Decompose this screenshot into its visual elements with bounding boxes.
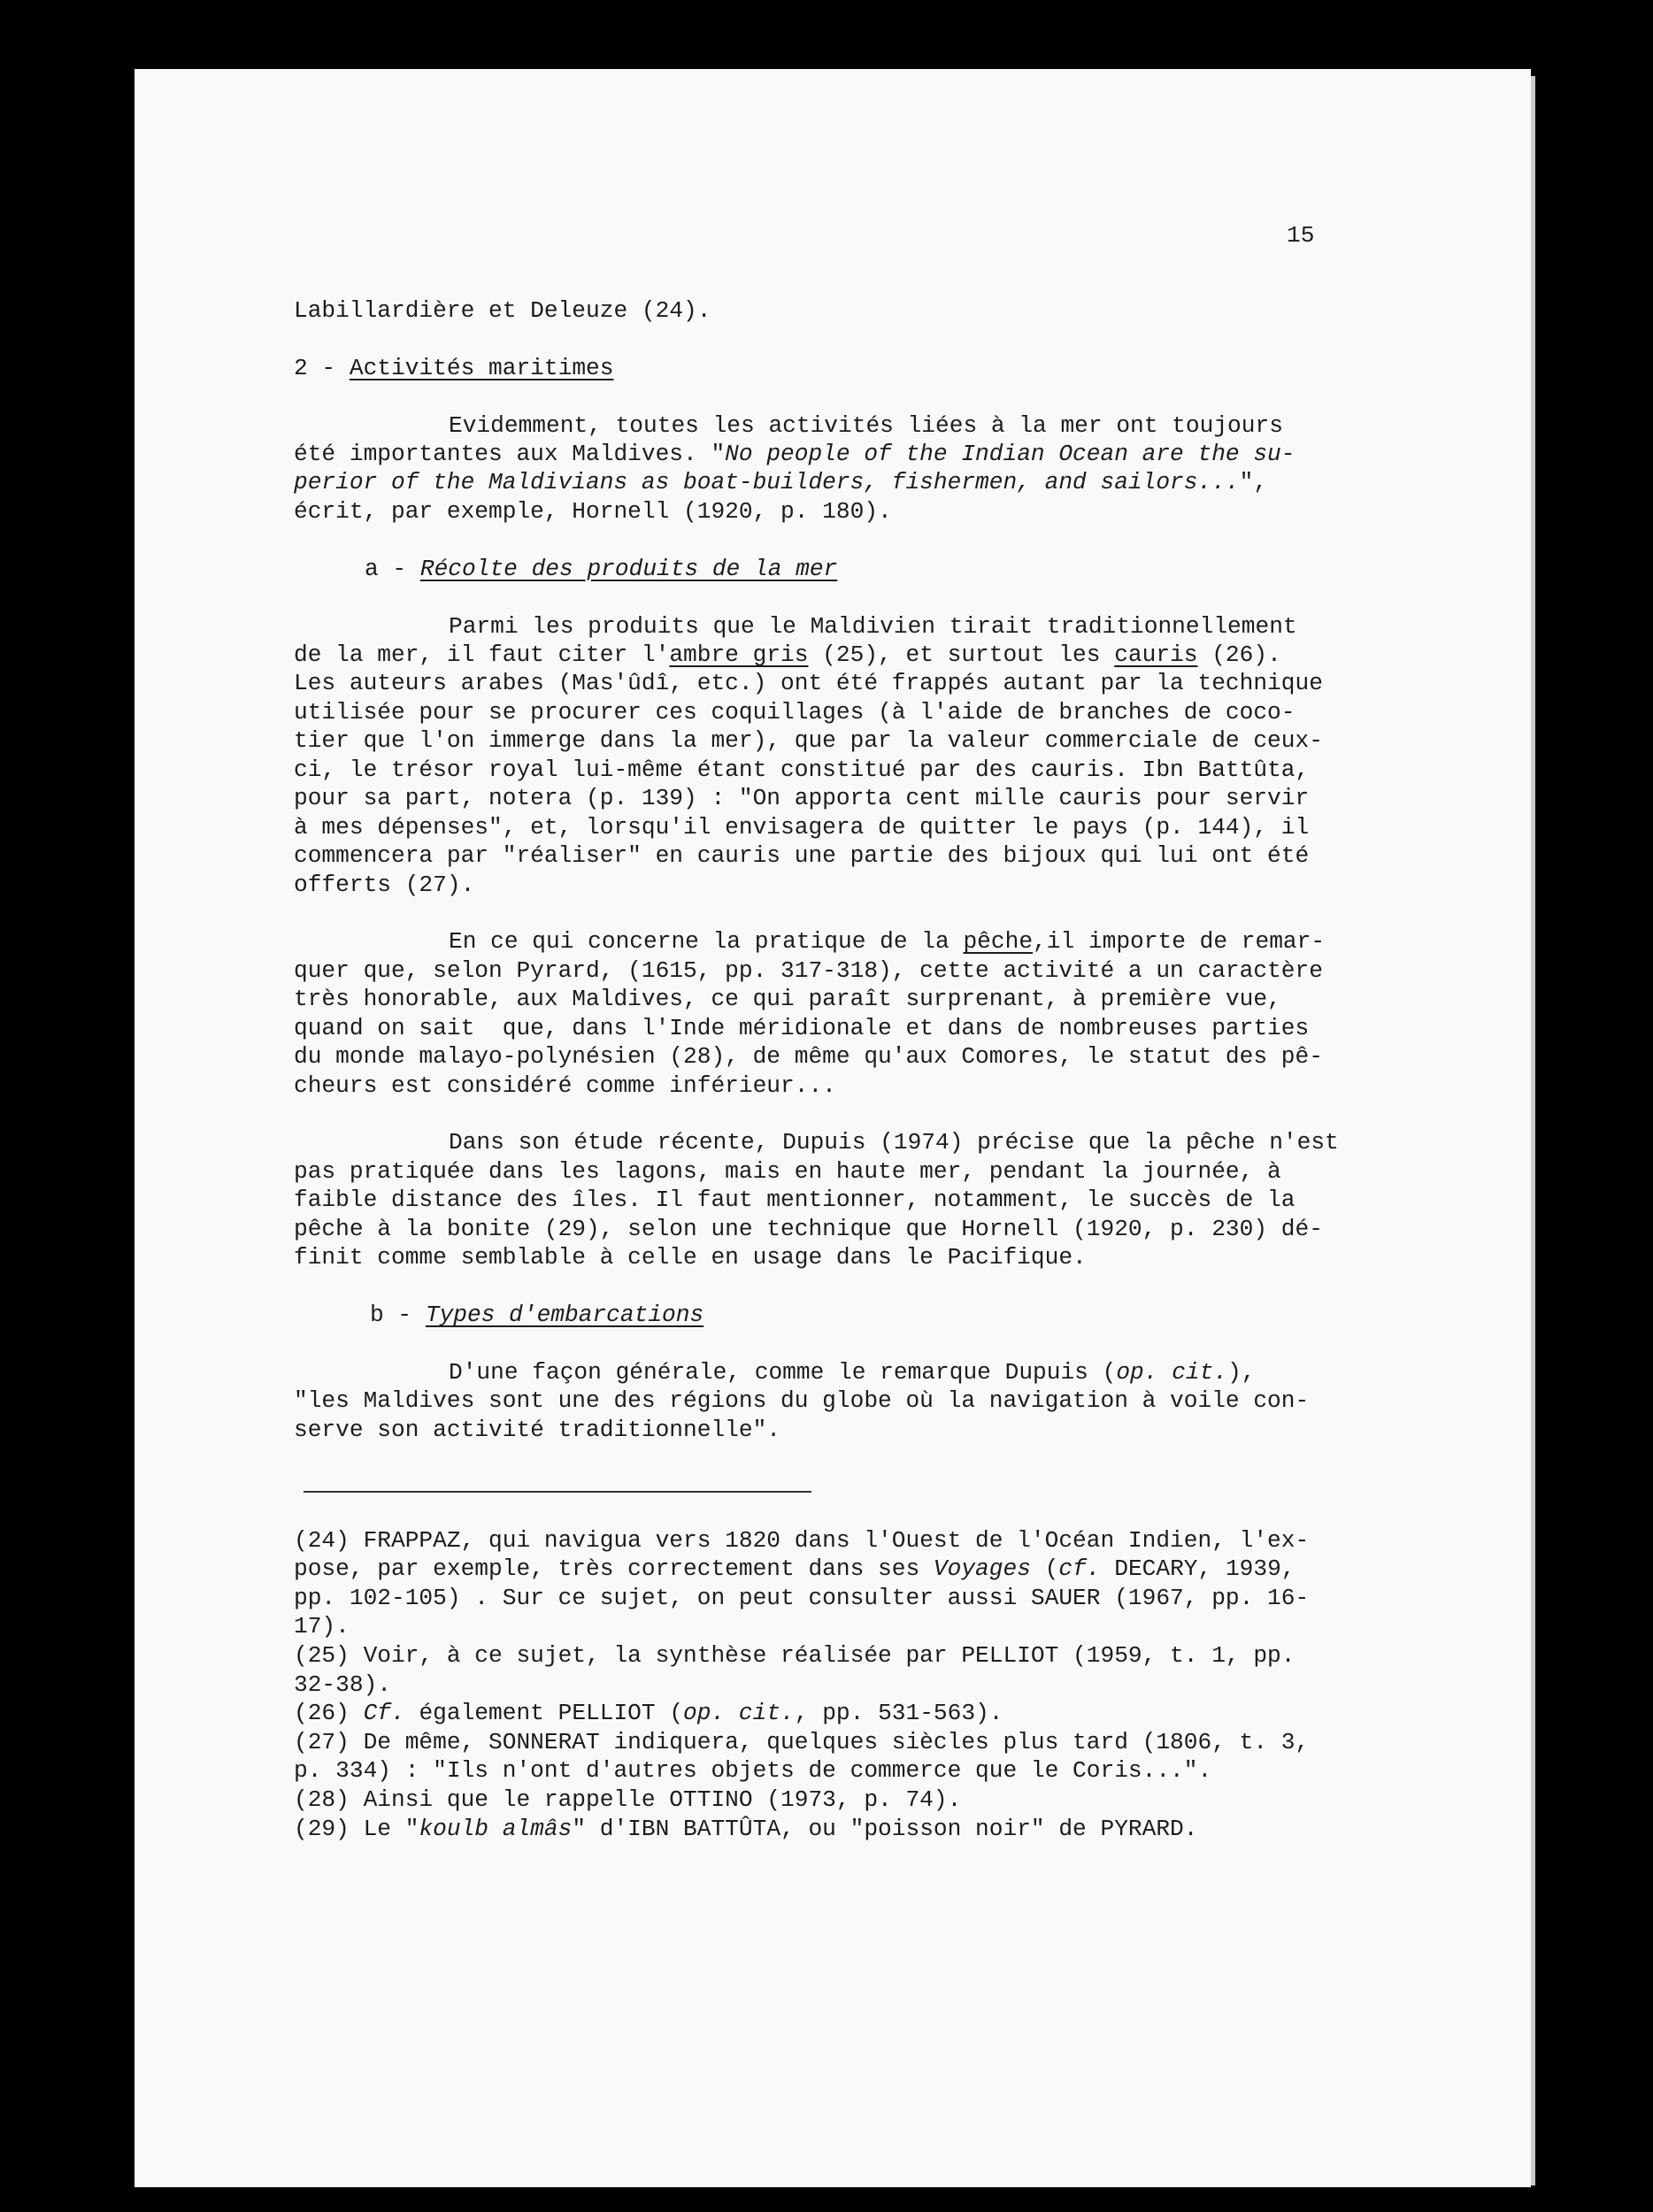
text-segment: En ce qui concerne la pratique de la xyxy=(449,928,964,956)
text-segment: (29) Le " xyxy=(294,1815,419,1842)
paragraph-line: Parmi les produits que le Maldivien tirait traditionnellement xyxy=(449,612,1297,640)
text-segment: ), xyxy=(1227,1358,1256,1386)
footnote-line xyxy=(294,1555,1480,1584)
paragraph-line: quand on sait que, dans l'Inde méridionale et dans de nombreuses parties xyxy=(294,1014,1310,1041)
italic-segment: op. cit. xyxy=(683,1700,795,1727)
text-segment: , pp. 531-563). xyxy=(794,1700,1003,1727)
text-segment: ", xyxy=(1239,469,1268,496)
italic-segment: Voyages xyxy=(933,1555,1031,1583)
footnote-separator xyxy=(304,1491,811,1493)
paragraph-line: cheurs est considéré comme inférieur... xyxy=(294,1071,836,1099)
footnote-line: (28) Ainsi que le rappelle OTTINO (1973, p. 74). xyxy=(294,1786,962,1814)
paragraph-line: Evidemment, toutes les activités liées à la mer ont toujours xyxy=(449,411,1283,439)
paragraph-line: Les auteurs arabes (Mas'ûdî, etc.) ont été frappés autant par la technique xyxy=(294,670,1323,697)
paragraph-line: ci, le trésor royal lui-même étant constitué par des cauris. Ibn Battûta, xyxy=(294,756,1310,783)
paragraph-line: faible distance des îles. Il faut mentionner, notamment, le succès de la xyxy=(294,1187,1295,1214)
paragraph-line xyxy=(294,641,1480,669)
blank-line xyxy=(294,583,1480,611)
underlined-term: pêche xyxy=(963,928,1034,956)
text-segment: également PELLIOT ( xyxy=(404,1700,684,1727)
paragraph-line: pas pratiquée dans les lagons, mais en haute mer, pendant la journée, à xyxy=(294,1157,1281,1185)
italic-segment: koulb almâs xyxy=(419,1815,573,1842)
underlined-term: cauris xyxy=(1114,641,1198,669)
text-segment: (26). xyxy=(1197,641,1281,669)
quotation-segment: No people of the Indian Ocean are the su- xyxy=(725,440,1295,467)
underlined-term: ambre gris xyxy=(669,641,809,669)
paragraph-line: pour sa part, notera (p. 139) : "On apporta cent mille cauris pour servir xyxy=(294,785,1310,812)
paragraph-line: très honorable, aux Maldives, ce qui paraît surprenant, à première vue, xyxy=(294,986,1281,1013)
paragraph-line: pêche à la bonite (29), selon une technique que Hornell (1920, p. 230) dé- xyxy=(294,1215,1323,1242)
subheading-b xyxy=(294,1301,1480,1329)
footnote-line: (25) Voir, à ce sujet, la synthèse réalisée par PELLIOT (1959, t. 1, pp. xyxy=(294,1642,1295,1670)
paragraph-line: commencera par "réaliser" en cauris une partie des bijoux qui lui ont été xyxy=(294,842,1310,870)
footnote-line: (24) FRAPPAZ, qui navigua vers 1820 dans l'Ouest de l'Océan Indien, l'ex- xyxy=(294,1526,1310,1554)
subheading-marker: b - xyxy=(370,1302,426,1329)
footnote-line: 32-38). xyxy=(294,1671,392,1698)
italic-segment: Cf. xyxy=(363,1700,405,1727)
blank-line xyxy=(294,526,1480,554)
section-heading xyxy=(294,354,1480,382)
paragraph-line: Dans son étude récente, Dupuis (1974) précise que la pêche n'est xyxy=(449,1129,1339,1156)
section-title: Activités maritimes xyxy=(349,354,614,381)
blank-line xyxy=(294,382,1480,411)
subheading-marker: a - xyxy=(365,555,420,582)
subheading-a xyxy=(294,555,1480,583)
text-segment: ( xyxy=(1030,1555,1059,1583)
intro-line: Labillardière et Deleuze (24). xyxy=(294,296,711,324)
text-segment: D'une façon générale, comme le remarque Dupuis ( xyxy=(449,1358,1117,1386)
paragraph-line: finit comme semblable à celle en usage dans le Pacifique. xyxy=(294,1244,1087,1271)
blank-line xyxy=(294,1330,1480,1358)
italic-segment: op. cit. xyxy=(1116,1358,1228,1386)
footnote-line: 17). xyxy=(294,1613,350,1640)
paragraph-line: "les Maldives sont une des régions du globe où la navigation à voile con- xyxy=(294,1387,1310,1415)
paragraph-line: utilisée pour se procurer ces coquillages (à l'aide de branches de coco- xyxy=(294,698,1295,726)
paragraph-line xyxy=(294,927,1480,956)
blank-line xyxy=(294,899,1480,927)
quotation-segment: perior of the Maldivians as boat-builders, fishermen, and sailors... xyxy=(294,469,1240,496)
paragraph-line: offerts (27). xyxy=(294,871,475,898)
section-marker: 2 - xyxy=(294,354,350,381)
blank-line xyxy=(294,1272,1480,1301)
text-segment: " d'IBN BATTÛTA, ou "poisson noir" de PYRARD. xyxy=(572,1815,1198,1842)
page-number: 15 xyxy=(1287,222,1315,249)
italic-segment: cf. xyxy=(1058,1555,1101,1583)
paragraph-line: du monde malayo-polynésien (28), de même qu'aux Comores, le statut des pê- xyxy=(294,1043,1323,1071)
subheading-title: Types d'embarcations xyxy=(425,1302,704,1329)
text-segment: DECARY, 1939, xyxy=(1100,1555,1295,1583)
text-segment: de la mer, il faut citer l' xyxy=(294,641,670,669)
paragraph-line xyxy=(294,1358,1480,1386)
blank-line xyxy=(294,325,1480,353)
body-text xyxy=(294,296,1480,1445)
subheading-title: Récolte des produits de la mer xyxy=(419,555,838,582)
text-segment: (26) xyxy=(294,1700,364,1727)
paragraph-line: quer que, selon Pyrard, (1615, pp. 317-318), cette activité a un caractère xyxy=(294,956,1323,984)
text-segment: (25), et surtout les xyxy=(808,641,1115,669)
footnote-line: p. 334) : "Ils n'ont d'autres objets de commerce que le Coris...". xyxy=(294,1757,1212,1785)
page-edge xyxy=(1531,76,1535,2185)
paragraph-line: tier que l'on immerge dans la mer), que par la valeur commerciale de ceux- xyxy=(294,727,1323,755)
paragraph-line xyxy=(294,440,1480,468)
footnote-line: (27) De même, SONNERAT indiquera, quelques siècles plus tard (1806, t. 3, xyxy=(294,1728,1310,1755)
blank-line xyxy=(294,1100,1480,1128)
footnotes xyxy=(294,1526,1480,1844)
paragraph-line: écrit, par exemple, Hornell (1920, p. 180). xyxy=(294,497,892,525)
text-segment: été importantes aux Maldives. " xyxy=(294,440,726,467)
paragraph-line xyxy=(294,468,1480,496)
text-segment: ,il importe de remar- xyxy=(1033,928,1326,956)
footnote-line xyxy=(294,1815,1480,1844)
text-segment: pose, par exemple, très correctement dans ses xyxy=(294,1555,934,1583)
footnote-line xyxy=(294,1699,1480,1728)
footnote-line: pp. 102-105) . Sur ce sujet, on peut consulter aussi SAUER (1967, pp. 16- xyxy=(294,1584,1310,1611)
paragraph-line: à mes dépenses", et, lorsqu'il envisagera de quitter le pays (p. 144), il xyxy=(294,813,1310,841)
paragraph-line: serve son activité traditionnelle". xyxy=(294,1416,781,1443)
